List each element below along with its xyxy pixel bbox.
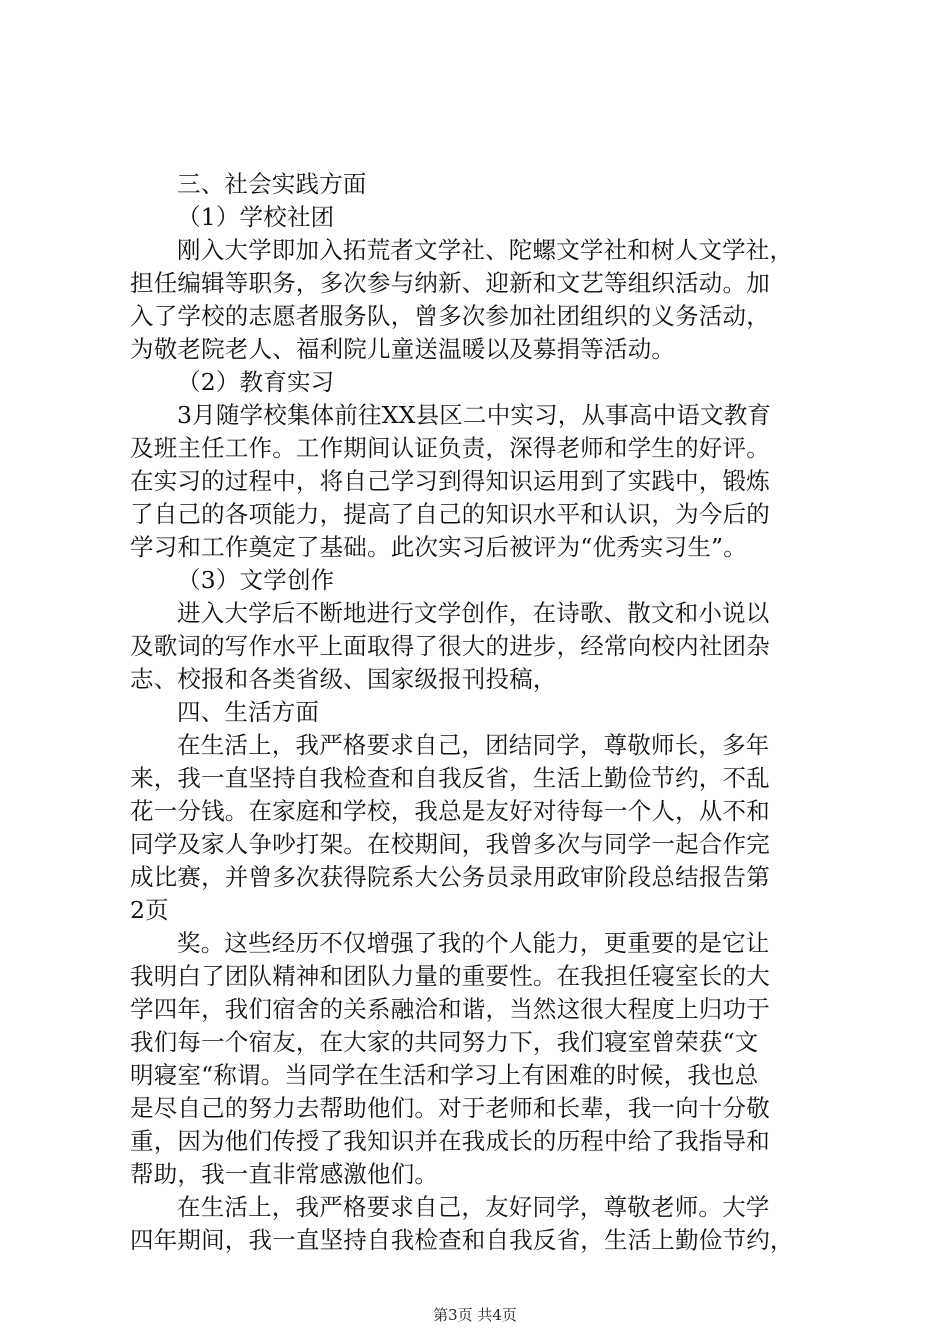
text-line: （1）学校社团 [177, 203, 335, 231]
text-line: 花一分钱。在家庭和学校，我总是友好对待每一个人，从不和 [130, 797, 770, 825]
text-line: 四年期间，我一直坚持自我检查和自我反省，生活上勤俭节约， [130, 1226, 794, 1254]
text-line: 担任编辑等职务，多次参与纳新、迎新和文艺等组织活动。加 [130, 269, 770, 297]
text-line: 明寝室“称谓。当同学在生活和学习上有困难的时候，我也总 [130, 1061, 759, 1089]
page-footer: 第3页 共4页 [433, 1306, 517, 1324]
text-line: （3）文学创作 [177, 566, 335, 594]
document-body [130, 168, 835, 1257]
text-line: 成比赛，并曾多次获得院系大公务员录用政审阶段总结报告第 [130, 863, 770, 891]
text-line: 及班主任工作。工作期间认证负责，深得老师和学生的好评。 [130, 434, 770, 462]
text-line: 帮助，我一直非常感激他们。 [130, 1160, 439, 1188]
text-line: 了自己的各项能力，提高了自己的知识水平和认识，为今后的 [130, 500, 770, 528]
text-line: 为敬老院老人、福利院儿童送温暖以及募捐等活动。 [130, 335, 676, 363]
text-line: 2页 [130, 896, 169, 924]
text-line: 四、生活方面 [177, 698, 320, 726]
text-line: 同学及家人争吵打架。在校期间，我曾多次与同学一起合作完 [130, 830, 770, 858]
text-line: 入了学校的志愿者服务队，曾多次参加社团组织的义务活动， [130, 302, 770, 330]
text-line: 进入大学后不断地进行文学创作，在诗歌、散文和小说以 [177, 599, 770, 627]
text-line: 在生活上，我严格要求自己，团结同学，尊敬师长，多年 [177, 731, 770, 759]
text-line: 学四年，我们宿舍的关系融洽和谐，当然这很大程度上归功于 [130, 995, 770, 1023]
text-line: 志、校报和各类省级、国家级报刊投稿， [130, 665, 557, 693]
text-line: 刚入大学即加入拓荒者文学社、陀螺文学社和树人文学社， [177, 236, 794, 264]
text-line: （2）教育实习 [177, 368, 335, 396]
text-line: 我们每一个宿友，在大家的共同努力下，我们寝室曾荣获“文 [130, 1028, 759, 1056]
text-line: 3月随学校集体前往XX县区二中实习，从事高中语文教育 [177, 401, 772, 429]
text-line: 我明白了团队精神和团队力量的重要性。在我担任寝室长的大 [130, 962, 770, 990]
text-line: 在实习的过程中，将自己学习到得知识运用到了实践中，锻炼 [130, 467, 770, 495]
text-line: 学习和工作奠定了基础。此次实习后被评为“优秀实习生”。 [130, 533, 747, 561]
text-line: 在生活上，我严格要求自己，友好同学，尊敬老师。大学 [177, 1193, 770, 1221]
text-line: 及歌词的写作水平上面取得了很大的进步，经常向校内社团杂 [130, 632, 770, 660]
text-line: 是尽自己的努力去帮助他们。对于老师和长辈，我一向十分敬 [130, 1094, 770, 1122]
text-line: 重，因为他们传授了我知识并在我成长的历程中给了我指导和 [130, 1127, 770, 1155]
text-line: 三、社会实践方面 [177, 170, 367, 198]
text-line: 奖。这些经历不仅增强了我的个人能力，更重要的是它让 [177, 929, 770, 957]
text-line: 来，我一直坚持自我检查和自我反省，生活上勤俭节约，不乱 [130, 764, 770, 792]
